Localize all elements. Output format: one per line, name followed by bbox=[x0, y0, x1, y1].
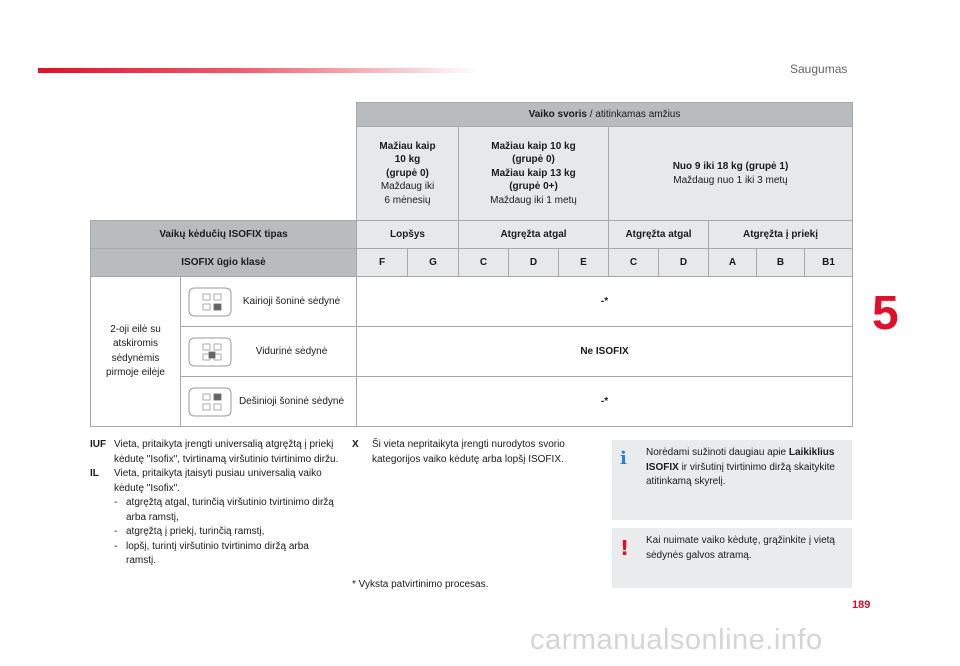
note-key-il: IL bbox=[90, 468, 99, 479]
seat-middle-value: Ne ISOFIX bbox=[357, 327, 853, 377]
legend-notes bbox=[90, 438, 340, 569]
note-key-iuf: IUF bbox=[90, 439, 107, 450]
warning-icon: ! bbox=[620, 536, 630, 560]
section-title: Saugumas bbox=[790, 62, 848, 76]
header-accent-bar bbox=[38, 68, 478, 73]
info-icon: i bbox=[620, 448, 627, 469]
info-text: Norėdami sužinoti daugiau apie Laikiklius ISOFIX ir viršutinį tvirtinimo diržą skaitykite atitinkamą skyrelį. bbox=[646, 447, 835, 487]
watermark: carmanualsonline.info bbox=[530, 624, 823, 656]
class-cell: C bbox=[459, 249, 509, 277]
type-rear-facing-2: Atgręžta atgal bbox=[609, 221, 709, 249]
group-0-cell: Mažiau kaip 10 kg (grupė 0) Maždaug iki 6 mėnesių bbox=[357, 127, 459, 221]
seat-middle-label: Vidurinė sėdynė bbox=[255, 345, 328, 357]
info-box bbox=[612, 440, 852, 520]
seat-right-value: -* bbox=[357, 377, 853, 427]
type-label: Vaikų kėdučių ISOFIX tipas bbox=[91, 221, 357, 249]
list-item: lopšį, turintį viršutinio tvirtinimo diržą arba ramstį. bbox=[126, 540, 309, 566]
isofix-table bbox=[90, 102, 853, 427]
seat-left-label: Kairioji šoninė sėdynė bbox=[242, 295, 341, 307]
weight-header: Vaiko svoris / atitinkamas amžius bbox=[357, 103, 853, 127]
chapter-number: 5 bbox=[872, 287, 899, 340]
seat-middle-cell bbox=[181, 327, 357, 377]
note-text-x: Ši vieta nepritaikyta įrengti nurodytos svorio kategorijos vaiko kėdutę arba lopšį ISOFIX. bbox=[372, 439, 565, 465]
seat-right-cell bbox=[181, 377, 357, 427]
list-dash: - bbox=[114, 540, 118, 552]
group-0plus-cell: Mažiau kaip 10 kg (grupė 0) Mažiau kaip 13 kg (grupė 0+) Maždaug iki 1 metų bbox=[459, 127, 609, 221]
footnote: * Vyksta patvirtinimo procesas. bbox=[352, 579, 489, 590]
note-text-iuf: Vieta, pritaikyta įrengti universalią atgręžtą į priekį kėdutę "Isofix", tvirtinamą viršutinio tvirtinimo diržu. bbox=[114, 439, 339, 465]
seat-right-label: Dešinioji šoninė sėdynė bbox=[238, 395, 345, 407]
class-cell: E bbox=[559, 249, 609, 277]
note-key-x: X bbox=[352, 439, 359, 450]
list-item: atgręžtą atgal, turinčią viršutinio tvirtinimo diržą arba ramstį, bbox=[126, 497, 334, 523]
class-cell: D bbox=[659, 249, 709, 277]
type-lopsys: Lopšys bbox=[357, 221, 459, 249]
seat-left-cell bbox=[181, 277, 357, 327]
row-group-label: 2-oji eilė su atskiromis sėdynėmis pirmoje eilėje bbox=[91, 277, 181, 427]
warning-box bbox=[612, 528, 852, 588]
class-cell: A bbox=[709, 249, 757, 277]
seat-layout-icon bbox=[187, 286, 233, 318]
class-label: ISOFIX ūgio klasė bbox=[91, 249, 357, 277]
warning-text: Kai nuimate vaiko kėdutę, grąžinkite į vietą sėdynės galvos atramą. bbox=[646, 535, 835, 561]
note-text-il: Vieta, pritaikyta įtaisyti pusiau universalią vaiko kėdutę "Isofix". bbox=[114, 468, 322, 494]
class-cell: G bbox=[408, 249, 459, 277]
x-note bbox=[352, 438, 592, 467]
class-cell: C bbox=[609, 249, 659, 277]
list-dash: - bbox=[114, 497, 118, 508]
class-cell: B1 bbox=[805, 249, 853, 277]
seat-layout-icon bbox=[187, 386, 233, 418]
seat-layout-icon bbox=[187, 336, 233, 368]
class-cell: D bbox=[509, 249, 559, 277]
class-cell: F bbox=[357, 249, 408, 277]
type-forward-facing: Atgręžta į priekį bbox=[709, 221, 853, 249]
group-1-cell: Nuo 9 iki 18 kg (grupė 1) Maždaug nuo 1 iki 3 metų bbox=[609, 127, 853, 221]
page-number: 189 bbox=[852, 599, 871, 611]
type-rear-facing-1: Atgręžta atgal bbox=[459, 221, 609, 249]
list-dash: - bbox=[114, 526, 118, 537]
list-item: atgręžtą į priekį, turinčią ramstį, bbox=[126, 526, 265, 537]
seat-left-value: -* bbox=[357, 277, 853, 327]
class-cell: B bbox=[757, 249, 805, 277]
